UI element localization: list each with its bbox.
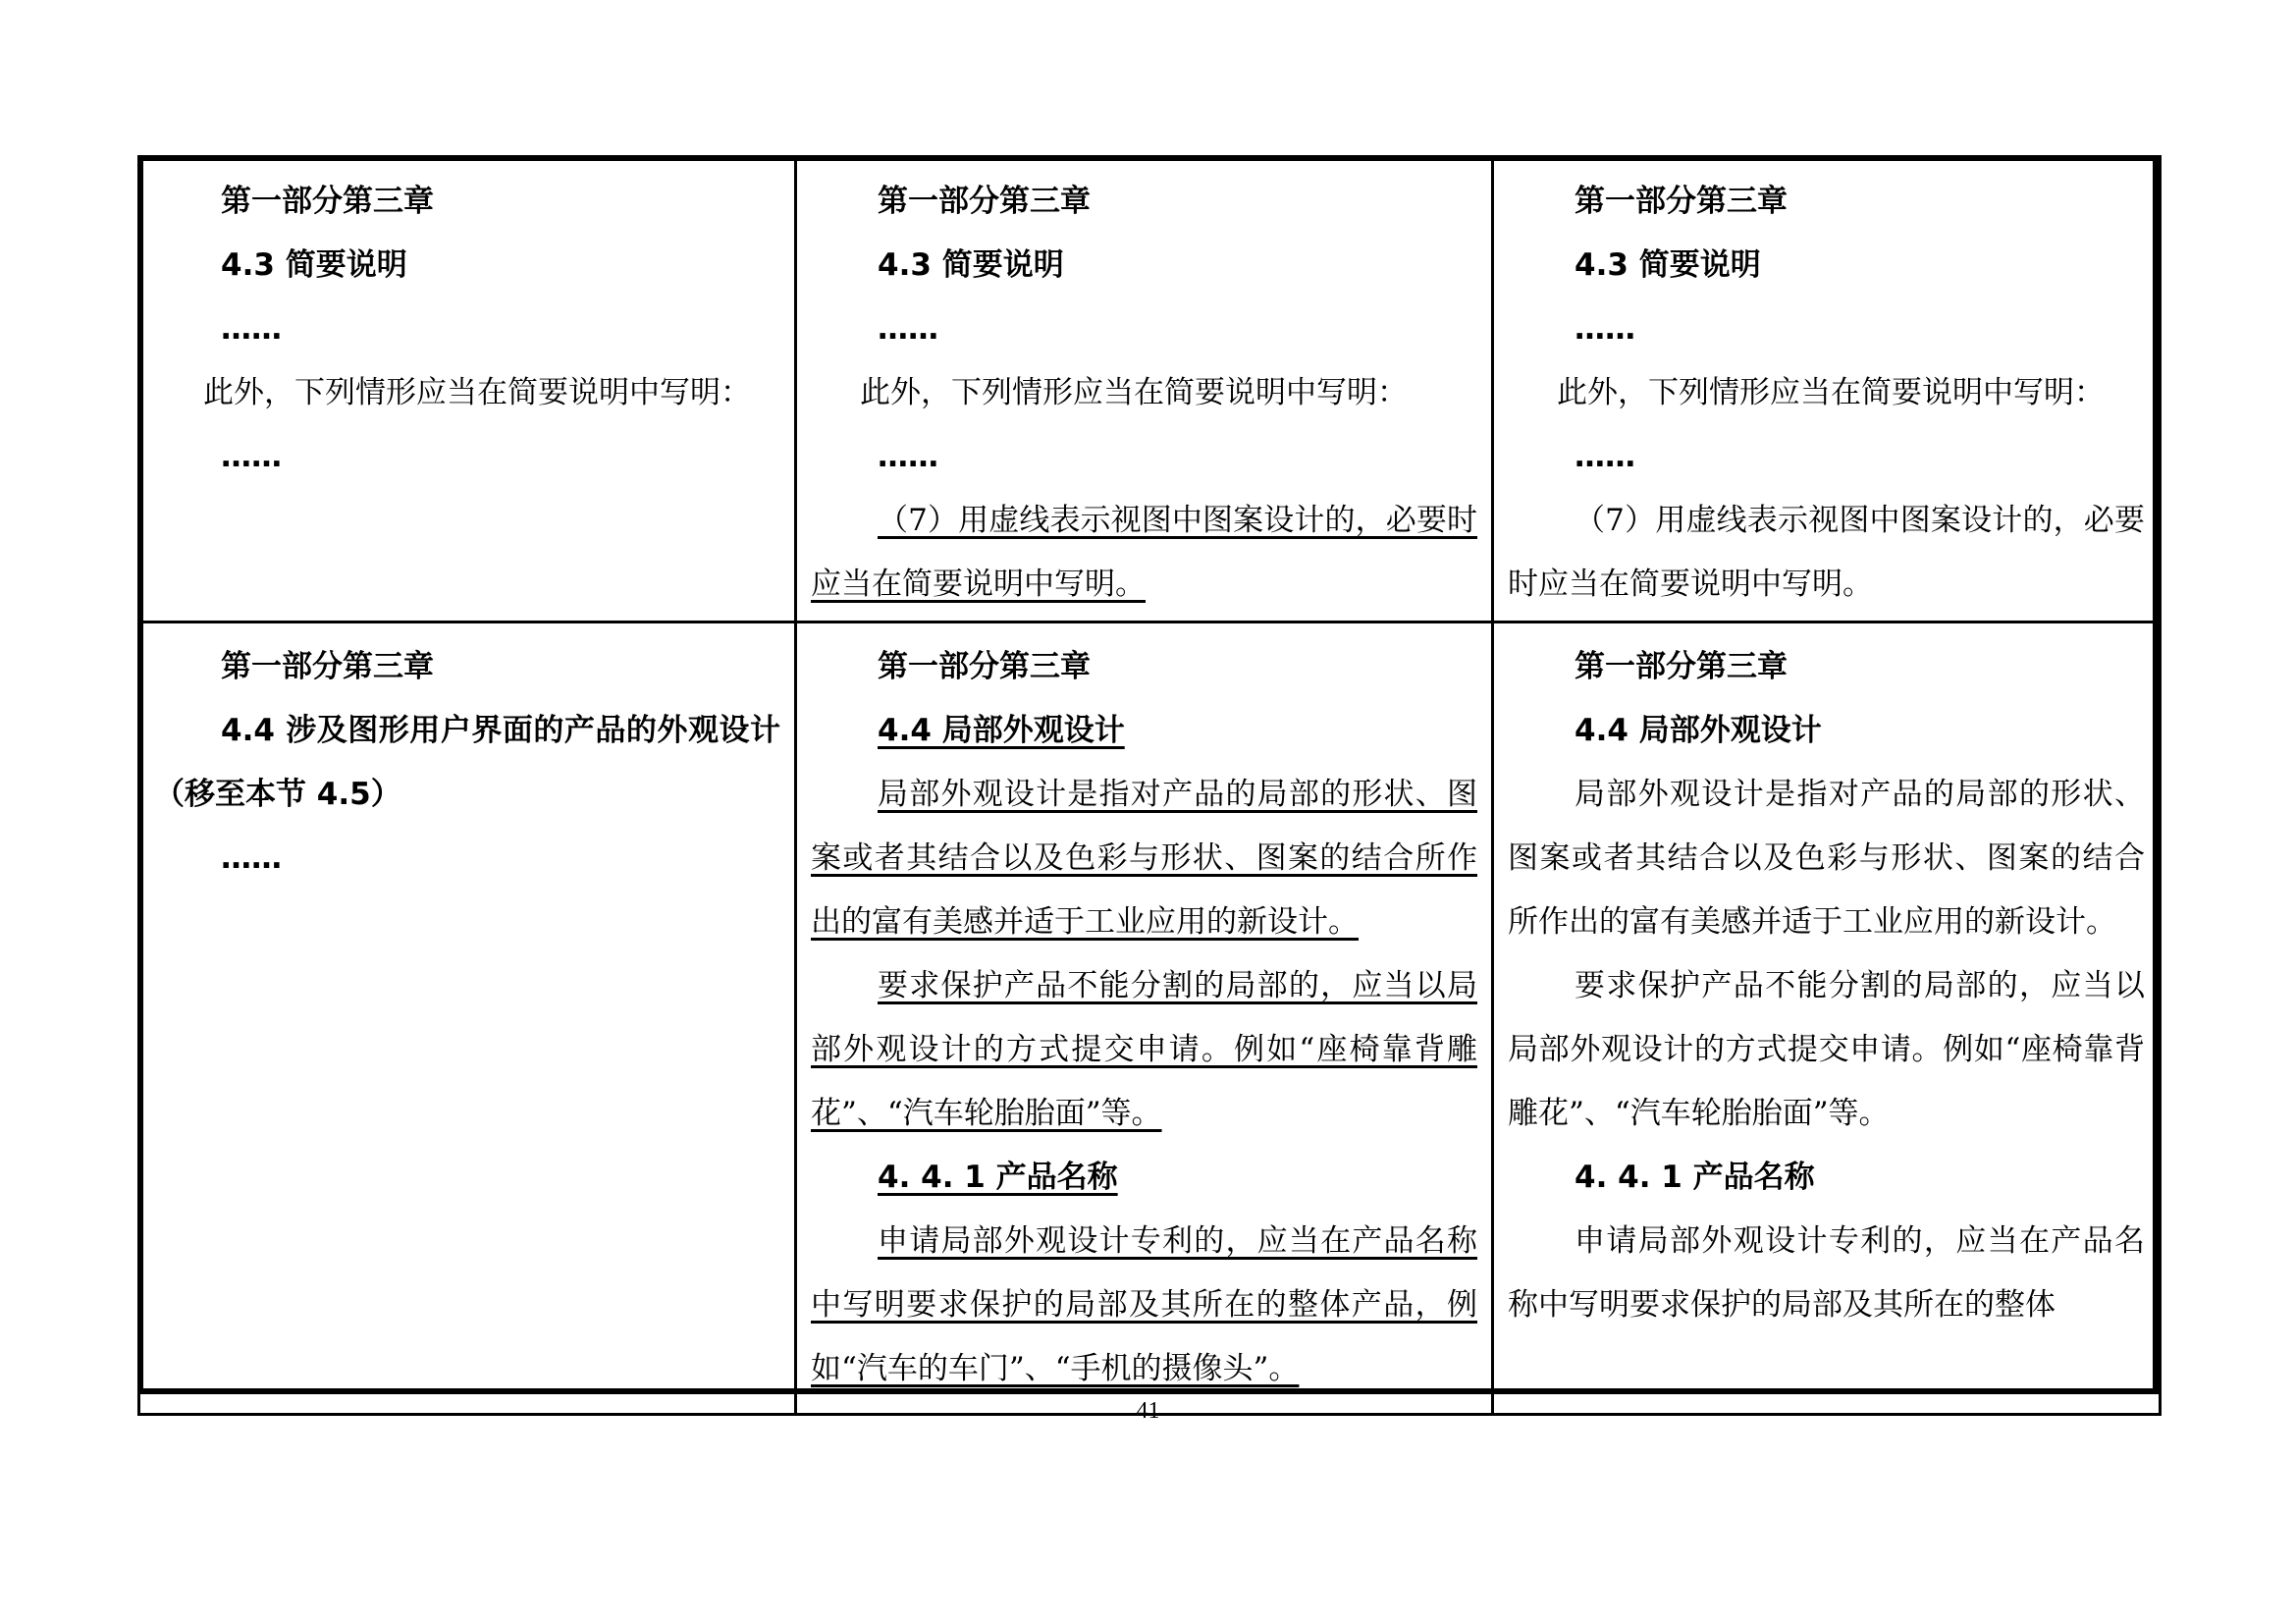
subsection-heading — [811, 1146, 1477, 1210]
chapter-heading: 第一部分第三章 — [1575, 184, 1788, 219]
paragraph: 要求保护产品不能分割的局部的，应当以局部外观设计的方式提交申请。例如“座椅靠背雕花”、“汽车轮胎胎面”等。 — [811, 968, 1477, 1131]
cell-original-4-3 — [139, 157, 796, 622]
added-item-7: （7）用虚线表示视图中图案设计的，必要时应当在简要说明中写明。 — [811, 503, 1477, 602]
table-row — [139, 157, 2161, 622]
ellipsis: …… — [1575, 311, 1635, 347]
cell-original-4-4 — [139, 622, 796, 1415]
intro-text: 此外，下列情形应当在简要说明中写明： — [860, 375, 1408, 410]
intro-text: 此外，下列情形应当在简要说明中写明： — [203, 375, 751, 410]
page-number: 41 — [1136, 1398, 1160, 1424]
ellipsis: …… — [878, 311, 938, 347]
chapter-heading: 第一部分第三章 — [221, 184, 434, 219]
cell-revised-4-4 — [796, 622, 1493, 1415]
ellipsis: …… — [221, 439, 282, 474]
ellipsis: …… — [878, 439, 938, 474]
chapter-heading: 第一部分第三章 — [221, 649, 434, 684]
section-heading: 4.3 简要说明 — [221, 247, 407, 283]
intro-text: 此外，下列情形应当在简要说明中写明： — [1557, 375, 2105, 410]
ellipsis: …… — [221, 311, 282, 347]
section-heading: 4.4 局部外观设计 — [1575, 713, 1822, 748]
paragraph: 局部外观设计是指对产品的局部的形状、图案或者其结合以及色彩与形状、图案的结合所作出的富有美感并适于工业应用的新设计。 — [811, 777, 1477, 940]
paragraph: 申请局部外观设计专利的，应当在产品名称中写明要求保护的局部及其所在的整体产品，例如“汽车的车门”、“手机的摄像头”。 — [811, 1223, 1477, 1386]
table-row — [139, 622, 2161, 1415]
section-heading-text: 4.4 局部外观设计 — [878, 713, 1125, 748]
cell-revised-4-3 — [796, 157, 1493, 622]
chapter-heading: 第一部分第三章 — [878, 649, 1091, 684]
subsection-heading: 4. 4. 1 产品名称 — [1575, 1160, 1815, 1195]
comparison-table — [137, 155, 2162, 1416]
paragraph: 要求保护产品不能分割的局部的，应当以局部外观设计的方式提交申请。例如“座椅靠背雕花”、“汽车轮胎胎面”等。 — [1508, 968, 2145, 1131]
section-heading: 4.3 简要说明 — [1575, 247, 1761, 283]
section-heading — [811, 699, 1477, 763]
item-7: （7）用虚线表示视图中图案设计的，必要时应当在简要说明中写明。 — [1508, 503, 2145, 602]
cell-clean-4-3 — [1493, 157, 2161, 622]
section-heading: 4.4 涉及图形用户界面的产品的外观设计（移至本节 4.5） — [154, 713, 780, 812]
subsection-heading-text: 4. 4. 1 产品名称 — [878, 1160, 1118, 1195]
paragraph: 申请局部外观设计专利的，应当在产品名称中写明要求保护的局部及其所在的整体 — [1508, 1223, 2145, 1323]
section-heading: 4.3 简要说明 — [878, 247, 1064, 283]
ellipsis: …… — [1575, 439, 1635, 474]
chapter-heading: 第一部分第三章 — [1575, 649, 1788, 684]
paragraph: 局部外观设计是指对产品的局部的形状、图案或者其结合以及色彩与形状、图案的结合所作出的富有美感并适于工业应用的新设计。 — [1508, 777, 2145, 940]
chapter-heading: 第一部分第三章 — [878, 184, 1091, 219]
cell-clean-4-4 — [1493, 622, 2161, 1415]
ellipsis: …… — [221, 840, 282, 876]
